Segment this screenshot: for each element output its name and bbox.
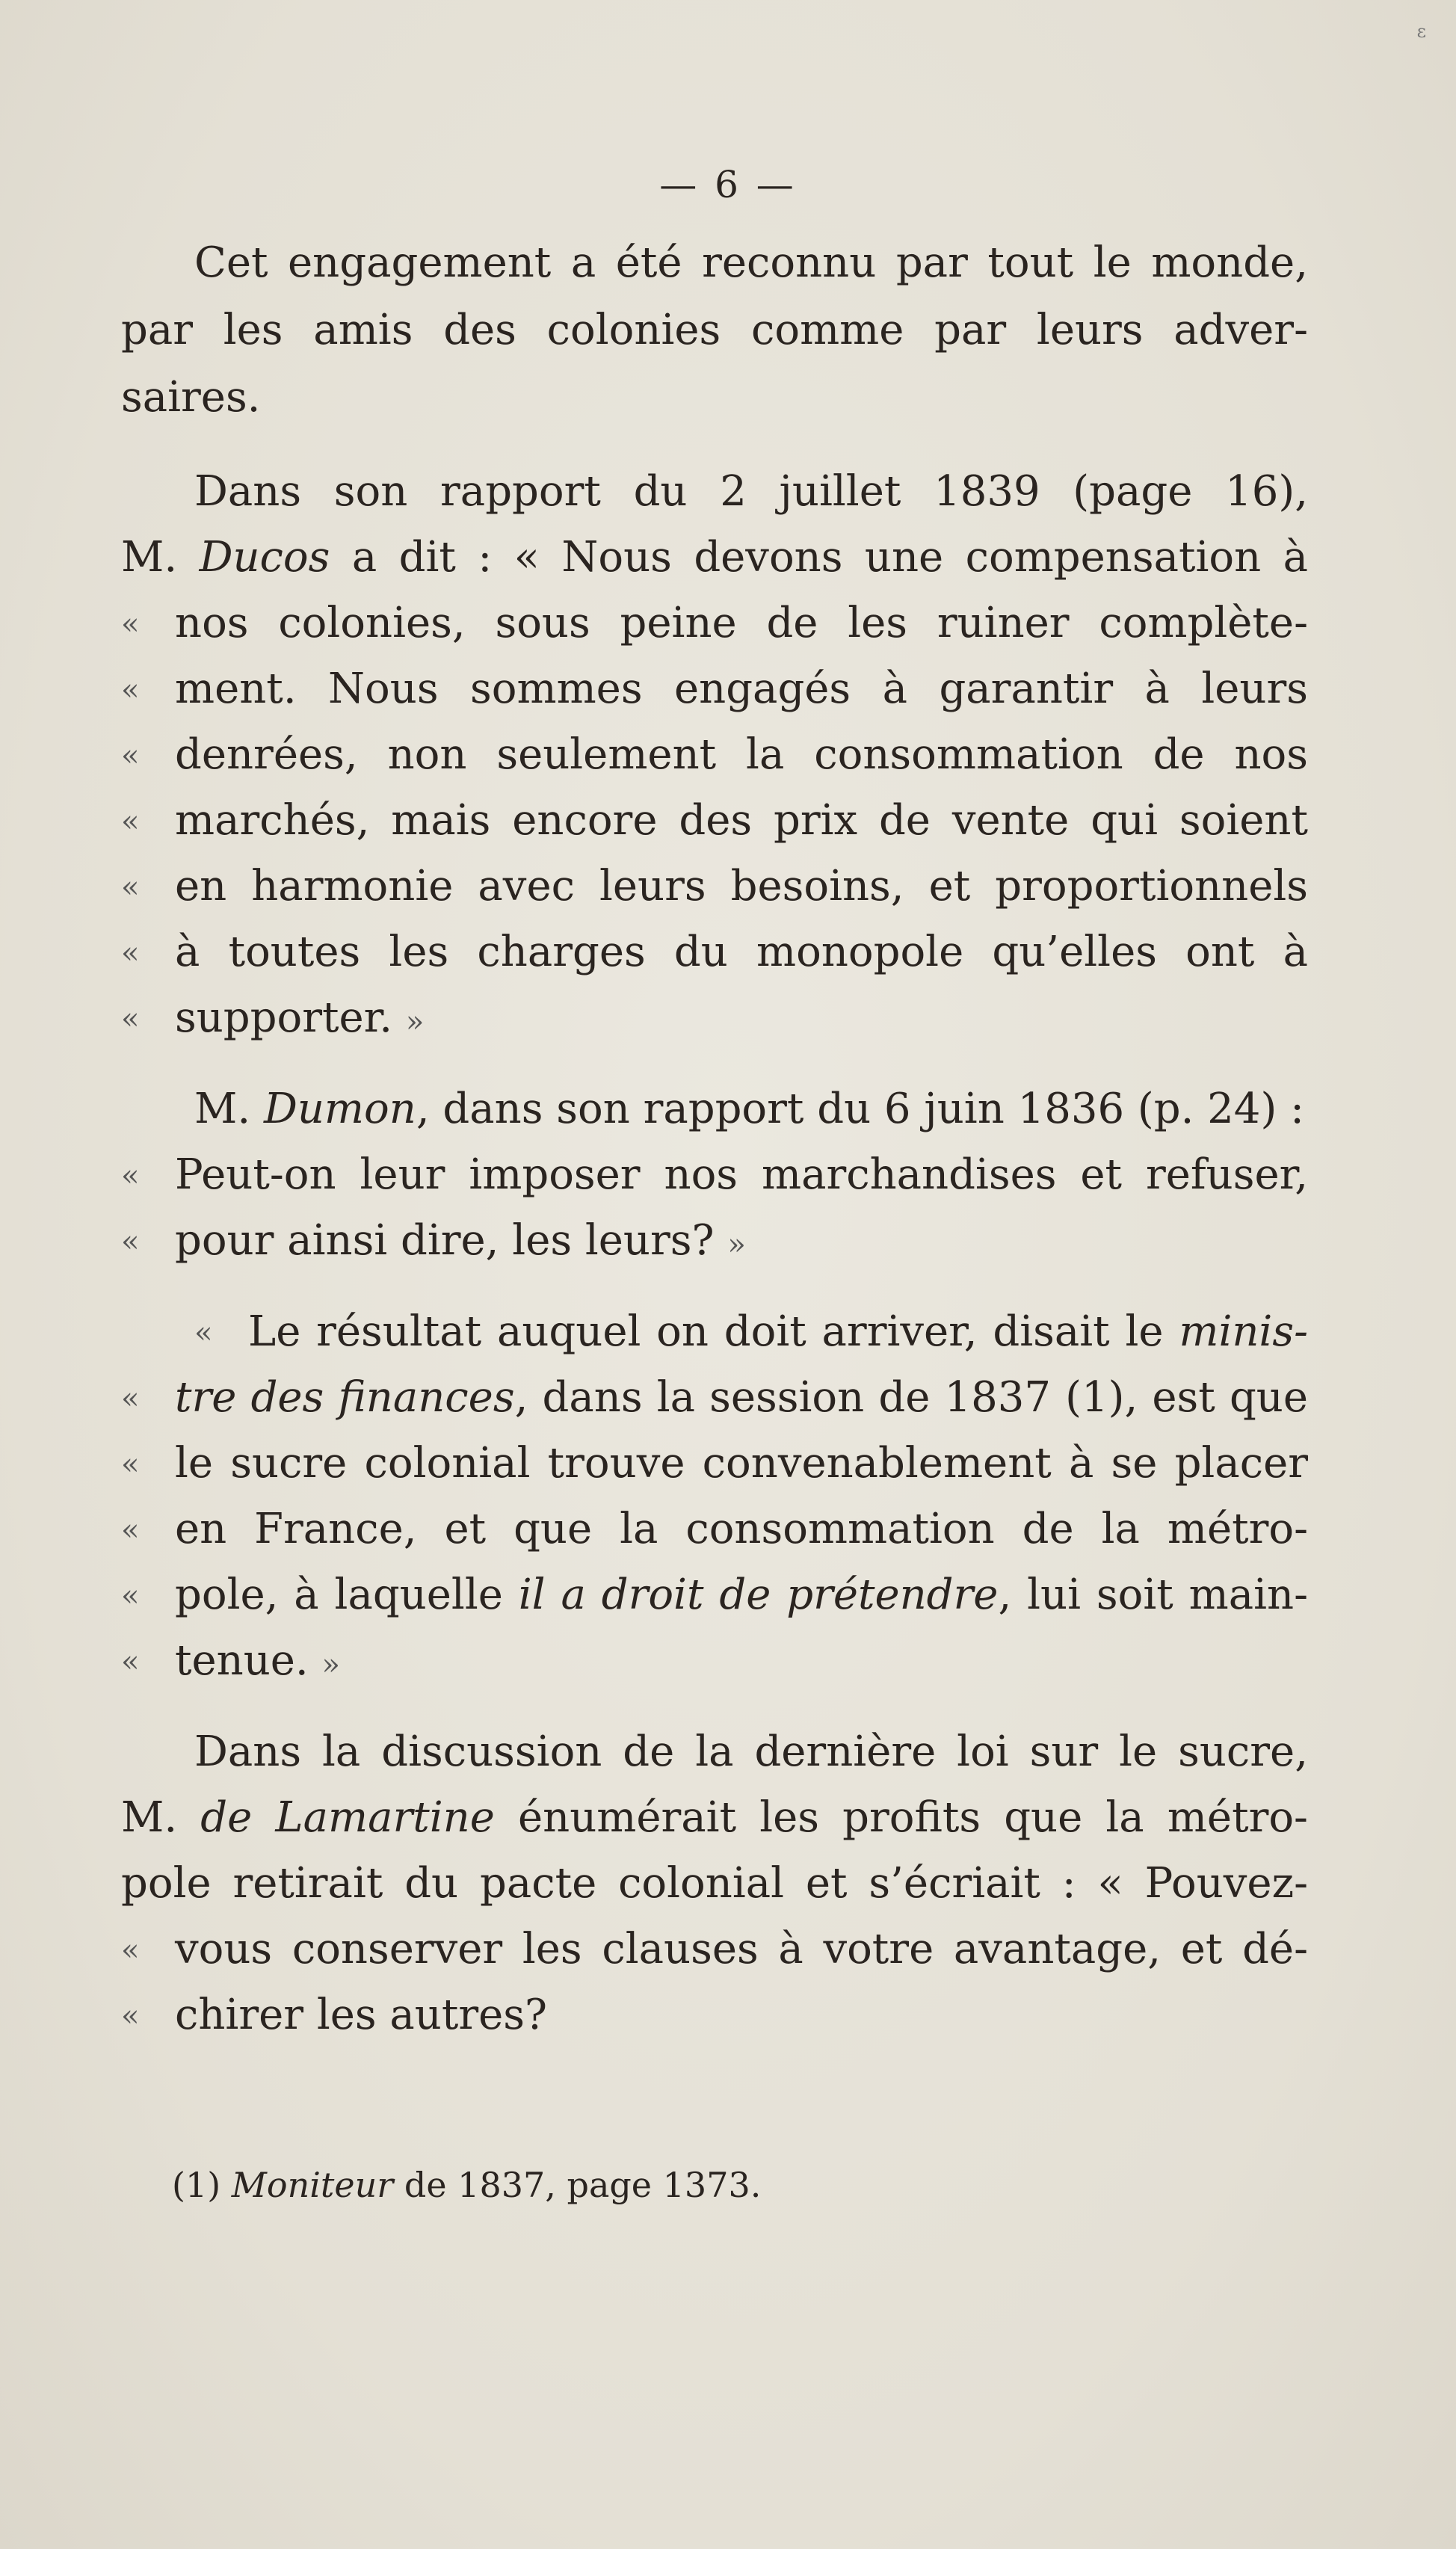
italic-text: minis-	[1179, 1307, 1308, 1356]
quote-mark: «	[121, 1645, 140, 1679]
paragraph-5-line-1: Dans la discussion de la dernière loi sur le sucre,	[194, 1727, 1308, 1776]
line-text: pour ainsi dire, les leurs?	[175, 1216, 715, 1265]
paragraph-3-line-3	[121, 1208, 1308, 1274]
line-text: tenue.	[175, 1636, 309, 1685]
line-text: Peut-on leur imposer nos marchandises et refuser,	[175, 1150, 1308, 1199]
paragraph-4-line-1	[194, 1299, 1308, 1365]
close-quote: »	[727, 1227, 746, 1262]
paragraph-2-line-1: Dans son rapport du 2 juillet 1839 (page 16),	[194, 467, 1308, 516]
paragraph-2-line-9	[121, 985, 1308, 1051]
close-quote: »	[405, 1005, 425, 1039]
footnote-source: Moniteur	[231, 2165, 394, 2205]
line-text: , dans son rapport du 6 juin 1836 (p. 24) :	[416, 1085, 1304, 1133]
line-text: le sucre colonial trouve convenablement à se placer	[175, 1439, 1308, 1488]
paragraph-4-line-2	[121, 1365, 1308, 1431]
paragraph-3-line-1	[194, 1076, 1308, 1142]
italic-text: il a droit de prétendre	[518, 1571, 999, 1619]
paragraph-2-line-7	[121, 854, 1308, 919]
corner-mark: ε	[1416, 21, 1426, 42]
paragraph-4-line-6	[121, 1628, 1308, 1694]
name-dumon: Dumon	[263, 1085, 416, 1133]
paragraph-2-line-8	[121, 919, 1308, 985]
line-text: marchés, mais encore des prix de vente qui soient	[175, 796, 1308, 845]
italic-text: tre des finances	[175, 1373, 515, 1422]
paragraph-2-line-6	[121, 788, 1308, 854]
line-text: à toutes les charges du monopole qu’elles ont à	[175, 928, 1308, 976]
monsieur-abbrev: M.	[121, 1793, 178, 1842]
paragraph-5-line-2	[121, 1785, 1308, 1851]
quote-mark: «	[121, 1999, 140, 2033]
page-number: — 6 —	[659, 163, 797, 206]
line-text: denrées, non seulement la consommation de nos	[175, 730, 1308, 779]
line-text: supporter.	[175, 993, 393, 1042]
name-lamartine: de Lamartine	[200, 1793, 495, 1842]
paragraph-1-line-1: Cet engagement a été reconnu par tout le monde,	[194, 238, 1308, 287]
paragraph-5-line-3: pole retirait du pacte colonial et s’écriait : « Pouvez-	[121, 1859, 1308, 1908]
quote-mark: «	[121, 739, 140, 773]
name-ducos: Ducos	[199, 533, 330, 582]
quote-mark: «	[121, 1159, 140, 1193]
paragraph-2-line-5	[121, 722, 1308, 788]
line-text: en France, et que la consommation de la métro-	[175, 1505, 1308, 1553]
footnote-text: de 1837, page 1373.	[404, 2165, 762, 2205]
monsieur-abbrev: M.	[121, 533, 178, 582]
paragraph-1-line-3: saires.	[121, 373, 261, 422]
quote-mark: «	[121, 1002, 140, 1036]
paragraph-2-line-2	[121, 525, 1308, 591]
line-text: nos colonies, sous peine de les ruiner complète-	[175, 599, 1308, 647]
line-text: en harmonie avec leurs besoins, et proportionnels	[175, 862, 1308, 910]
quote-text: a dit : « Nous devons une compensation à	[351, 533, 1309, 582]
quote-mark: «	[121, 1513, 140, 1547]
quote-mark: «	[121, 607, 140, 641]
monsieur-abbrev: M.	[194, 1085, 251, 1133]
paragraph-2-line-3	[121, 591, 1308, 656]
footnote	[172, 2165, 761, 2205]
quote-mark: «	[121, 936, 140, 970]
quote-mark: «	[121, 673, 140, 707]
line-text: ment. Nous sommes engagés à garantir à leurs	[175, 665, 1308, 713]
quote-mark: «	[121, 1579, 140, 1613]
paragraph-4-line-3	[121, 1431, 1308, 1497]
quote-mark: «	[121, 804, 140, 839]
line-text: , lui soit main-	[998, 1571, 1309, 1619]
paragraph-2-line-4	[121, 656, 1308, 722]
line-text: énumérait les profits que la métro-	[518, 1793, 1308, 1842]
line-text: chirer les autres?	[175, 1991, 548, 2039]
line-text: , dans la session de 1837 (1), est que	[514, 1373, 1309, 1422]
quote-mark: «	[121, 870, 140, 904]
line-text: pole, à laquelle	[175, 1571, 503, 1619]
paragraph-4-line-4	[121, 1497, 1308, 1562]
quote-mark: «	[121, 1224, 140, 1259]
paragraph-5-line-4	[121, 1917, 1308, 1982]
paragraph-1-line-2: par les amis des colonies comme par leurs adver-	[121, 306, 1308, 354]
paragraph-3-line-2	[121, 1142, 1308, 1208]
quote-mark: «	[121, 1933, 140, 1967]
paragraph-5-line-5	[121, 1982, 1308, 2048]
close-quote: »	[321, 1648, 341, 1682]
quote-mark: «	[194, 1316, 213, 1350]
paragraph-4-line-5	[121, 1562, 1308, 1628]
line-text: vous conserver les clauses à votre avantage, et dé-	[175, 1925, 1308, 1973]
line-text: Le résultat auquel on doit arriver, disait le	[248, 1307, 1164, 1356]
quote-mark: «	[121, 1381, 140, 1416]
footnote-number: (1)	[172, 2165, 221, 2205]
quote-mark: «	[121, 1447, 140, 1482]
